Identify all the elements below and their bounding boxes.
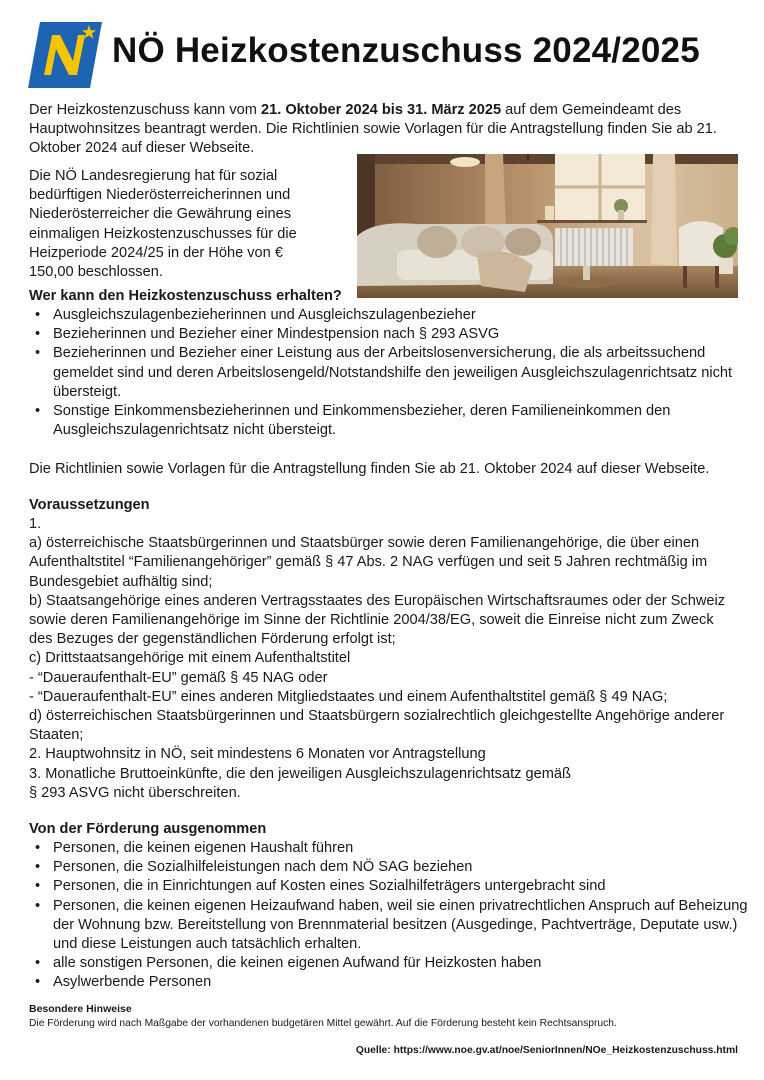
list-item: • Bezieherinnen und Bezieher einer Mindestpension nach § 293 ASVG xyxy=(53,325,764,344)
list-item: • Personen, die Sozialhilfeleistungen nach dem NÖ SAG beziehen xyxy=(53,858,764,877)
list-item: • Personen, die keinen eigenen Haushalt führen xyxy=(53,839,764,858)
notes-heading: Besondere Hinweise xyxy=(29,1003,132,1015)
page-header xyxy=(28,22,738,90)
eligibility-list xyxy=(29,306,764,440)
intro-text-start: Der Heizkostenzuschuss kann vom xyxy=(29,102,261,118)
requirement-line: c) Drittstaatsangehörige mit einem Aufenthaltstitel xyxy=(29,650,351,667)
application-period: 21. Oktober 2024 bis 31. März 2025 xyxy=(260,102,502,118)
source-link[interactable]: Quelle: https://www.noe.gv.at/noe/SeniorInnen/NOe_Heizkostenzuschuss.html xyxy=(355,1045,738,1056)
requirement-line: 1. xyxy=(29,516,42,532)
requirement-line: a) österreichische Staatsbürgerinnen und Staatsbürger sowie deren Familienangehörige, die über einen Aufenthaltstitel “Familienangehöriger” gemäß § 47 Abs. 2 NAG verfügen und seit 5 Jahren rechtmäßig im Bundesgebiet aufhältig sind; xyxy=(29,535,708,590)
requirement-line: - “Daueraufenthalt-EU” gemäß § 45 NAG oder xyxy=(29,669,328,686)
requirement-line: 3. Monatliche Bruttoeinkünfte, die den jeweiligen Ausgleichszulagenrichtsatz gemäß xyxy=(29,765,571,782)
list-item: • alle sonstigen Personen, die keinen eigenen Aufwand für Heizkosten haben xyxy=(53,954,764,973)
list-item: • Ausgleichszulagenbezieherinnen und Ausgleichszulagenbezieher xyxy=(53,306,764,325)
requirement-line: 2. Hauptwohnsitz in NÖ, seit mindestens 6 Monaten vor Antragstellung xyxy=(29,746,486,763)
list-item: • Asylwerbende Personen xyxy=(53,973,764,992)
list-item: • Bezieherinnen und Bezieher einer Leistung aus der Arbeitslosenversicherung, die als arbeitssuchend gemeldet sind und deren Arbeitslosengeld/Notstandshilfe den jeweiligen Ausgleichszulagenrichtsatz nicht übersteigt. xyxy=(53,344,764,402)
living-room-photo xyxy=(357,154,738,298)
requirement-line: b) Staatsangehörige eines anderen Vertragsstaates des Europäischen Wirtschaftsraumes oder der Schweiz sowie deren Familienangehörige im Sinne der Richtlinie 2004/38/EG, soweit die Einreise nicht zum Zweck des Bezuges der gegenständlichen Förderung erfolgt ist; xyxy=(29,592,726,648)
requirement-line: § 293 ASVG nicht überschreiten. xyxy=(29,784,241,801)
living-room-illustration xyxy=(357,154,738,298)
list-item: • Personen, die keinen eigenen Heizaufwand haben, weil sie einen privatrechtlichen Anspruch auf Beheizung der Wohnung bzw. Bereitstellung von Brennmaterial besitzen (Ausgedinge, Pachtverträge, Deputate usw.) und diese Leistungen auch tatsächlich erhalten. xyxy=(53,897,764,955)
requirements-heading: Voraussetzungen xyxy=(29,497,150,513)
requirement-line: d) österreichischen Staatsbürgerinnen und Staatsbürgern sozialrechtlich gleichgestellte Angehörige anderer Staaten; xyxy=(29,708,725,744)
intro-text-end: auf dem Gemeindeamt des Hauptwohnsitzes beantragt werden. Die Richtlinien sowie Vorlagen für die Antragstellung finden Sie ab 21. Oktober 2024 auf dieser Webseite. xyxy=(29,102,717,157)
requirement-line: - “Daueraufenthalt-EU” eines anderen Mitgliedstaates und einem Aufenthaltstitel gemäß § 49 NAG; xyxy=(29,688,668,705)
notes-text: Die Förderung wird nach Maßgabe der vorhandenen budgetären Mittel gewährt. Auf die Förderung besteht kein Rechtsanspruch. xyxy=(29,1018,617,1029)
page-title: NÖ Heizkostenzuschuss 2024/2025 xyxy=(112,31,700,70)
eligibility-heading: Wer kann den Heizkostenzuschuss erhalten? xyxy=(29,288,342,304)
resolution-paragraph: Die NÖ Landesregierung hat für sozial bedürftigen Niederösterreicherinnen und Niederösterreicher die Gewährung eines einmaligen Heizkostenzuschusses für die Heizperiode 2024/25 in der Höhe von € 150,00 beschlossen. xyxy=(29,168,297,281)
intro-paragraph xyxy=(29,101,739,159)
list-item: • Sonstige Einkommensbezieherinnen und Einkommensbezieher, deren Familieneinkommen den Ausgleichszulagenrichtsatz nicht übersteigt. xyxy=(53,402,764,440)
list-item: • Personen, die in Einrichtungen auf Kosten eines Sozialhilfeträgers untergebracht sind xyxy=(53,877,764,896)
noe-logo-icon xyxy=(28,22,102,88)
guidelines-note: Die Richtlinien sowie Vorlagen für die Antragstellung finden Sie ab 21. Oktober 2024 auf dieser Webseite. xyxy=(29,461,710,477)
requirements-body xyxy=(29,515,741,803)
exclusions-heading: Von der Förderung ausgenommen xyxy=(29,821,267,837)
exclusions-list xyxy=(29,839,764,993)
